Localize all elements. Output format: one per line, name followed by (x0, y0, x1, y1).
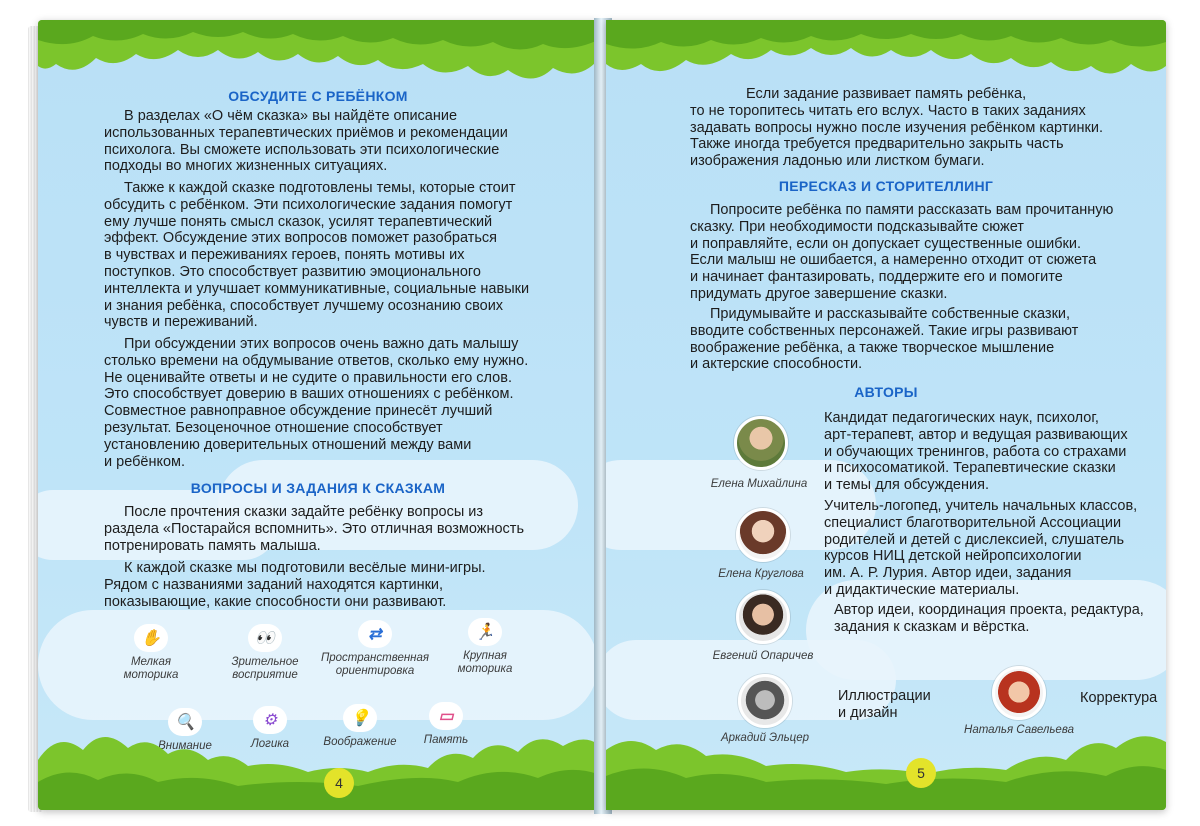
skill-label: Внимание (158, 740, 212, 752)
memory-stick-icon: ▭ (429, 702, 463, 730)
text-line: эффект. Обсуждение этих вопросов поможет разобраться (104, 230, 497, 247)
author-name: Евгений Опаричев (712, 650, 814, 662)
skill-label: Логика (250, 738, 290, 750)
text-line: то не торопитесь читать его вслух. Часто в таких заданиях (690, 102, 1086, 119)
proofreader-photo (992, 666, 1046, 720)
text-line: Не оценивайте ответы и не судите о правильности его слов. (104, 369, 512, 386)
text-line: курсов НИЦ детской нейропсихологии (824, 548, 1082, 565)
skill-spatial-orientation (310, 620, 440, 678)
text-line: Кандидат педагогических наук, психолог, (824, 410, 1099, 426)
text-line: и знания ребёнка, способствует лучшему осознанию своих (104, 297, 504, 314)
text-line: использованных терапевтических приёмов и рекомендации (104, 124, 508, 141)
illustrator-name: Аркадий Эльцер (720, 732, 810, 744)
text-line: При обсуждении этих вопросов очень важно дать малышу (124, 336, 519, 352)
text-line: столько времени на обдумывание ответов, сколько ему нужно. (104, 352, 529, 369)
paragraph (690, 202, 1150, 303)
author-description (834, 602, 1164, 636)
lightbulb-icon: 💡 (343, 704, 377, 732)
skill-label: Зрительное восприятие (231, 656, 299, 681)
gears-icon: ⚙ (253, 706, 287, 734)
text-line: сказку. При необходимости подсказывайте сюжет (690, 218, 1024, 235)
text-line: Учитель-логопед, учитель начальных классов, (824, 498, 1138, 514)
page-number: 4 (324, 768, 354, 798)
text-line: Автор идеи, координация проекта, редактура, (834, 602, 1144, 618)
paragraph (104, 504, 574, 554)
author-photo (736, 508, 790, 562)
text-line: показывающие, какие способности они развивают. (104, 593, 447, 610)
section-heading: ОБСУДИТЕ С РЕБЁНКОМ (228, 88, 408, 104)
paragraph (104, 180, 574, 331)
text-line: и темы для обсуждения. (824, 477, 989, 494)
text-line: Также к каждой сказке подготовлены темы, которые стоит (124, 180, 516, 196)
text-line: Это способствует доверию в ваших отношениях с ребёнком. (104, 386, 514, 403)
text-line: и поправляйте, если он допускает существенные ошибки. (690, 235, 1082, 252)
skill-label: Пространственная ориентировка (320, 652, 430, 677)
text-line: обсудить с ребёнком. Эти психологические задания помогут (104, 196, 513, 213)
text-line: Придумывайте и рассказывайте собственные сказки, (710, 306, 1071, 322)
paragraph (690, 86, 1150, 170)
text-line: Рядом с названиями заданий находятся картинки, (104, 576, 444, 593)
text-line: задавать вопросы нужно после изучения ребёнком картинки. (690, 119, 1104, 136)
arrows-icon: ⇄ (358, 620, 392, 648)
skill-fine-motor (96, 624, 206, 682)
text-line: арт-терапевт, автор и ведущая развивающих (824, 426, 1128, 443)
proofreader-role: Корректура (1080, 690, 1158, 706)
page-number: 5 (906, 758, 936, 788)
text-line: интеллекта и улучшает коммуникативные, социальные навыки (104, 280, 530, 297)
skill-gross-motor (430, 618, 540, 676)
text-line: После прочтения сказки задайте ребёнку вопросы из (124, 504, 484, 520)
top-bushes-left (38, 20, 598, 90)
author-name: Елена Михайлина (710, 478, 808, 490)
paragraph (104, 560, 574, 610)
text-line: чувств и переживаний. (104, 314, 258, 331)
text-line: придумать другое завершение сказки. (690, 285, 948, 302)
text-line: им. А. Р. Лурия. Автор идеи, задания (824, 565, 1072, 582)
right-page (606, 20, 1166, 810)
top-bushes-right (606, 20, 1166, 90)
illustrator-role: Иллюстрации и дизайн (838, 688, 931, 721)
text-line: и актерские способности. (690, 356, 863, 373)
text-line: и психосоматикой. Терапевтические сказки (824, 460, 1116, 477)
proofreader-name: Наталья Савельева (964, 724, 1074, 736)
text-line: и начинает фантазировать, поддержите его и помогите (690, 269, 1063, 286)
hand-icon: ✋ (134, 624, 168, 652)
skill-label: Память (423, 734, 469, 746)
text-line: в чувствах и переживаниях героев, понять мотивы их (104, 247, 465, 264)
text-line: вводите собственных персонажей. Такие игры развивают (690, 322, 1079, 339)
section-heading: ВОПРОСЫ И ЗАДАНИЯ К СКАЗКАМ (190, 480, 446, 496)
text-line: Если малыш не ошибается, а намеренно отходит от сюжета (690, 252, 1097, 269)
text-line: Также иногда требуется предварительно закрыть часть (690, 136, 1064, 153)
skill-label: Крупная моторика (457, 650, 513, 675)
text-line: подходы во многих жизненных ситуациях. (104, 158, 388, 175)
paragraph (690, 306, 1150, 373)
text-line: В разделах «О чём сказка» вы найдёте описание (124, 108, 458, 124)
text-line: результат. Безоценочное отношение способствует (104, 419, 443, 436)
skill-visual-perception (210, 624, 320, 682)
text-line: специалист благотворительной Ассоциации (824, 514, 1122, 531)
author-photo (736, 590, 790, 644)
text-line: и дидактические материалы. (824, 581, 1020, 598)
author-description (824, 410, 1154, 494)
paragraph (104, 336, 584, 470)
text-line: К каждой сказке мы подготовили весёлые мини-игры. (124, 560, 486, 576)
text-line: и ребёнком. (104, 453, 186, 470)
text-line: потренировать память малыша. (104, 537, 321, 554)
author-photo (734, 416, 788, 470)
bottom-bushes-right (606, 720, 1166, 810)
author-description (824, 498, 1154, 599)
eyes-icon: 👀 (248, 624, 282, 652)
open-book (28, 8, 1178, 814)
paragraph (104, 108, 564, 175)
text-line: задания к сказкам и вёрстка. (834, 618, 1030, 635)
text-line: установлению доверительных отношений между вами (104, 436, 472, 453)
text-line: воображение ребёнка, а также творческое мышление (690, 339, 1055, 356)
section-heading: АВТОРЫ (854, 384, 918, 400)
text-line: и обучающих тренингов, работа со страхами (824, 443, 1127, 460)
text-line: изображения ладонью или листком бумаги. (690, 153, 985, 170)
text-line: Попросите ребёнка по памяти рассказать вам прочитанную (710, 202, 1114, 218)
text-line: Если задание развивает память ребёнка, (746, 86, 1027, 102)
text-line: психолога. Вы сможете использовать эти психологические (104, 141, 500, 158)
section-heading: ПЕРЕСКАЗ И СТОРИТЕЛЛИНГ (778, 178, 994, 194)
running-icon: 🏃 (468, 618, 502, 646)
left-page (38, 20, 598, 810)
text-line: поступков. Это способствует развитию эмоционального (104, 263, 481, 280)
bottom-bushes-left (38, 720, 598, 810)
text-line: раздела «Постарайся вспомнить». Это отличная возможность (104, 520, 524, 537)
skill-label: Мелкая моторика (123, 656, 179, 681)
skill-label: Воображение (323, 736, 397, 748)
magnifier-icon: 🔍 (168, 708, 202, 736)
author-name: Елена Круглова (718, 568, 804, 580)
text-line: Совместное равноправное обсуждение принесёт лучший (104, 403, 493, 420)
text-line: ему лучше понять смысл сказок, усилят терапевтический (104, 213, 493, 230)
text-line: родителей и детей с дислексией, слушатель (824, 531, 1125, 548)
